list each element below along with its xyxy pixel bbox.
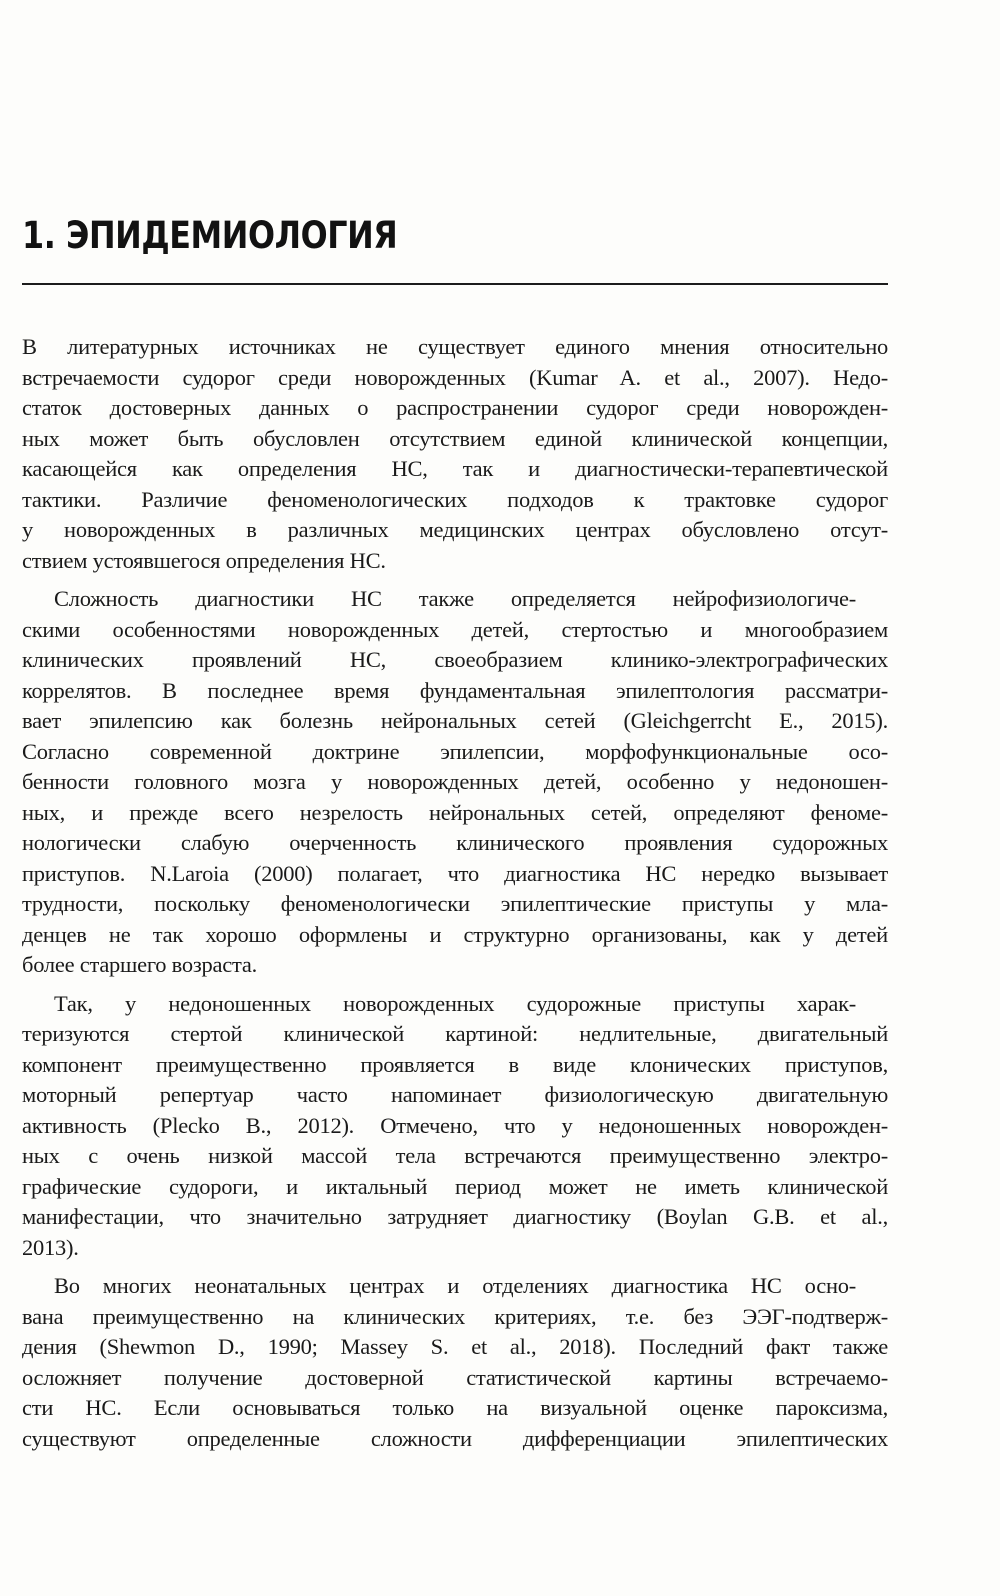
text-line: компонент преимущественно проявляется в виде клонических приступов, xyxy=(22,1051,888,1077)
chapter-heading: 1. ЭПИДЕМИОЛОГИЯ xyxy=(22,214,398,257)
text-line: вана преимущественно на клинических критериях, т.е. без ЭЭГ-подтверж- xyxy=(22,1303,889,1329)
text-line: Сложность диагностики НС также определяется нейрофизиологиче- xyxy=(54,586,857,611)
text-line: дения (Shewmon D., 1990; Massey S. et al., 2018). Последний факт также xyxy=(22,1334,888,1359)
text-line: ных может быть обусловлен отсутствием единой клинической концепции, xyxy=(22,425,889,451)
text-line: Согласно современной доктрине эпилепсии, морфофункциональные осо- xyxy=(22,738,888,764)
text-line: коррелятов. В последнее время фундаментальная эпилептология рассматри- xyxy=(22,677,889,703)
text-line: ствием устоявшегося определения НС. xyxy=(22,547,386,573)
text-line: денцев не так хорошо оформлены и структурно организованы, как у детей xyxy=(22,921,888,947)
text-line: тактики. Различие феноменологических подходов к трактовке судорог xyxy=(22,486,888,512)
paragraph-4 xyxy=(22,1271,888,1454)
text-line: встречаемости судорог среди новорожденных (Kumar A. et al., 2007). Недо- xyxy=(22,364,888,390)
text-line: осложняет получение достоверной статистической картины встречаемо- xyxy=(22,1364,888,1390)
text-line: сти НС. Если основываться только на визуальной оценке пароксизма, xyxy=(22,1395,889,1420)
text-line: бенности головного мозга у новорожденных детей, особенно у недоношен- xyxy=(22,769,888,794)
text-line: Во многих неонатальных центрах и отделениях диагностика НС осно- xyxy=(54,1273,857,1298)
text-line: манифестации, что значительно затрудняет диагностику (Boylan G.B. et al., xyxy=(22,1204,889,1229)
paragraph-1 xyxy=(22,332,888,576)
text-line: у новорожденных в различных медицинских центрах обусловлено отсут- xyxy=(22,517,888,542)
text-line: скими особенностями новорожденных детей, стертостью и многообразием xyxy=(22,616,888,642)
text-line: существуют определенные сложности дифференциации эпилептических xyxy=(22,1425,888,1451)
text-line: активность (Plecko B., 2012). Отмечено, что у недоношенных новорожден- xyxy=(22,1112,888,1138)
paragraph-3 xyxy=(22,989,888,1264)
text-line: Так, у недоношенных новорожденных судорожные приступы харак- xyxy=(54,990,857,1016)
paragraph-2 xyxy=(22,584,888,981)
text-line: В литературных источниках не существует единого мнения относительно xyxy=(22,334,888,359)
text-line: 2013). xyxy=(22,1234,79,1260)
heading-rule xyxy=(22,283,888,285)
text-line: более старшего возраста. xyxy=(22,952,257,977)
text-line: ных, и прежде всего незрелость нейрональных сетей, определяют феноме- xyxy=(22,799,889,825)
text-line: трудности, поскольку феноменологически эпилептические приступы у мла- xyxy=(22,891,889,916)
text-line: касающейся как определения НС, так и диагностически-терапевтической xyxy=(22,456,888,481)
text-line: вает эпилепсию как болезнь нейрональных сетей (Gleichgerrcht E., 2015). xyxy=(22,708,889,733)
text-line: ных с очень низкой массой тела встречаются преимущественно электро- xyxy=(22,1143,888,1168)
text-line: нологически слабую очерченность клинического проявления судорожных xyxy=(22,830,888,855)
text-line: теризуются стертой клинической картиной: недлительные, двигательный xyxy=(22,1021,889,1046)
body-text xyxy=(22,332,888,1454)
text-line: клинических проявлений НС, своеобразием клинико-электрографических xyxy=(22,647,888,672)
text-line: приступов. N.Laroia (2000) полагает, что диагностика НС нередко вызывает xyxy=(22,860,888,886)
text-line: графические судороги, и иктальный период может не иметь клинической xyxy=(22,1173,889,1199)
text-line: моторный репертуар часто напоминает физиологическую двигательную xyxy=(22,1082,889,1107)
text-line: статок достоверных данных о распространении судорог среди новорожден- xyxy=(22,395,888,420)
